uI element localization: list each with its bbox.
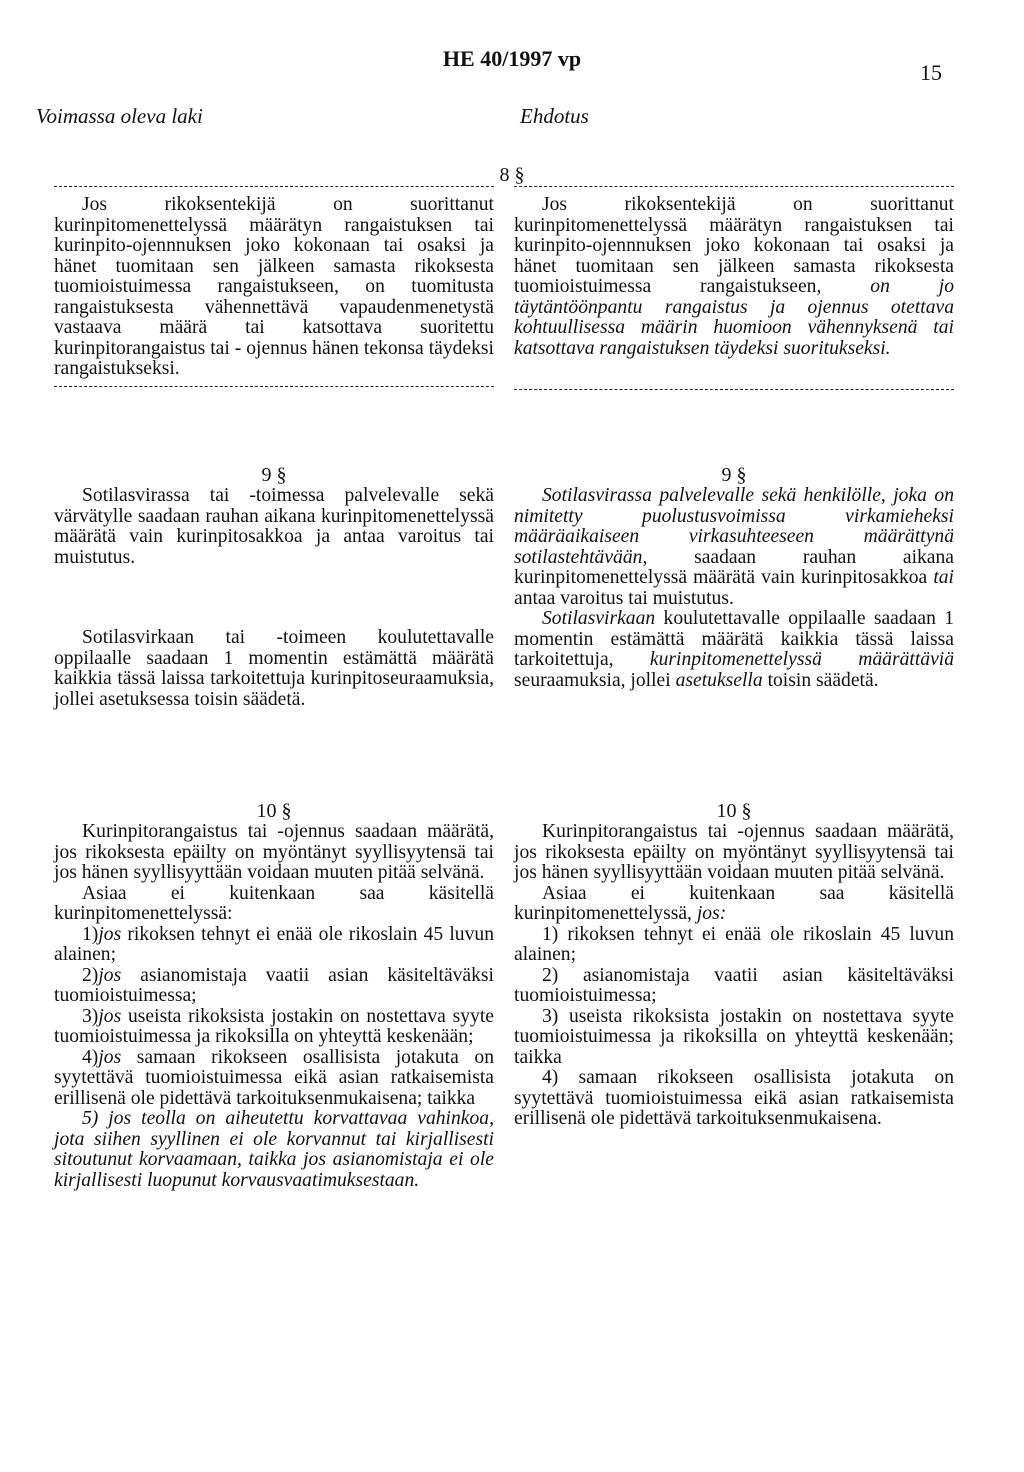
left-item-number: 4)	[82, 1046, 99, 1068]
left-item-text: samaan rikokseen osallisista jotakuta on syytettävä tuomioistuimessa eikä asian ratkaisemista erillisenä ole pidettävä tarkoituksenmukaisena; taikka	[54, 1046, 494, 1109]
left-item-number: 2)	[82, 964, 99, 986]
right-s10-p2-jos: jos:	[696, 903, 727, 924]
section-8-heading: 8 §	[499, 164, 525, 186]
left-s9-p2: Sotilasvirkaan tai -toimeen koulutettavalle oppilaalle saadaan 1 momentin estämättä määrätä kaikkia tässä laissa tarkoitettuja kurinpitoseuraamuksia, jollei asetuksessa toisin säädetä.	[54, 627, 494, 710]
left-section-8	[54, 180, 494, 395]
right-item: 2) asianomistaja vaatii asian käsiteltäväksi tuomioistuimessa;	[514, 964, 954, 1006]
right-s9-p2-c: toisin säädetä.	[762, 669, 879, 691]
right-column-heading: Ehdotus	[520, 104, 589, 128]
right-section-10	[514, 800, 954, 1130]
right-s9-p1	[514, 486, 954, 609]
right-s9-p2	[514, 609, 954, 691]
right-item: 4) samaan rikokseen osallisista jotakuta on syytettävä tuomioistuimessa eikä asian ratkaisemista erillisenä ole pidettävä tarkoituksenmukaisena.	[514, 1067, 954, 1129]
right-s9-p1-tai: tai	[933, 567, 954, 588]
right-items-list	[514, 925, 954, 1130]
left-item	[54, 925, 494, 966]
right-s10-p1: Kurinpitorangaistus tai -ojennus saadaan määrätä, jos rikoksesta epäilty on myöntänyt syyllisyytensä tai jos hänen syyllisyyttään voidaan muuten pitää selvänä.	[514, 821, 954, 883]
left-item-text: useista rikoksista jostakin on nostettava syyte tuomioistuimessa ja rikoksilla on yhteyttä keskenään;	[54, 1005, 494, 1047]
omission-divider	[514, 389, 954, 390]
left-item	[54, 966, 494, 1007]
right-item: 1) rikoksen tehnyt ei enää ole rikoslain 45 luvun alainen;	[514, 923, 954, 965]
left-item-jos: jos	[98, 923, 122, 945]
right-item: 3) useista rikoksista jostakin on nostettava syyte tuomioistuimessa ja rikoksilla on yhteyttä keskenään; taikka	[514, 1005, 954, 1068]
omission-divider	[54, 186, 494, 187]
right-section-8	[514, 180, 954, 398]
right-s10-p2	[514, 884, 954, 925]
left-item	[54, 1048, 494, 1110]
left-item-text: rikoksen tehnyt ei enää ole rikoslain 45 luvun alainen;	[54, 923, 494, 965]
left-s10-heading: 10 §	[256, 800, 292, 822]
right-s9-p1-italic: Sotilasvirassa palvelevalle sekä henkilölle, joka on nimitetty puolustusvoimissa virkamieheksi määräaikaiseen virkasuhteeseen määrättynä sotilastehtävään,	[514, 485, 954, 568]
right-s9-p2-italic2: kurinpitomenettelyssä määrättäviä	[649, 649, 955, 670]
left-section-9	[54, 464, 494, 710]
right-s9-p2-b: seuraamuksia, jollei	[514, 669, 676, 691]
left-item-number: 1)	[82, 923, 99, 945]
left-column-heading: Voimassa oleva laki	[36, 104, 203, 128]
right-s9-heading: 9 §	[721, 464, 747, 486]
right-s8-text-b: on jo täytäntöönpantu rangaistus ja ojennus otettava kohtuullisessa määrin huomioon vähennyksenä tai katsottava rangaistuksen täydeksi suoritukseksi.	[514, 276, 954, 359]
left-item	[54, 1007, 494, 1048]
right-s9-p2-italic: Sotilasvirkaan	[542, 608, 656, 629]
left-item-jos: jos	[98, 1046, 122, 1068]
left-s8-paragraph: Jos rikoksentekijä on suorittanut kurinpitomenettelyssä määrätyn rangaistuksen tai kurinpito-ojennnuksen joko kokonaan tai osaksi ja hänet tuomitaan sen jälkeen samasta rikoksesta tuomioistuimessa rangaistukseen, on tuomitusta rangaistuksesta vähennettävä vapaudenmenetystä vastaava määrä tai katsottava suoritettu kurinpitorangaistus tai - ojennus hänen tekonsa täydeksi rangaistukseksi.	[54, 194, 494, 379]
page-number: 15	[920, 60, 942, 85]
right-s10-p2-a: Asiaa ei kuitenkaan saa käsitellä kurinpitomenettelyssä,	[514, 882, 954, 924]
left-s10-p2: Asiaa ei kuitenkaan saa käsitellä kurinpitomenettelyssä:	[54, 882, 494, 924]
left-s9-heading: 9 §	[261, 464, 287, 486]
omission-divider	[514, 186, 954, 187]
document-header: HE 40/1997 vp	[442, 46, 582, 71]
left-item-jos: jos	[98, 1005, 122, 1027]
right-s9-p2-a: koulutettavalle oppilaalle saadaan 1 momentin estämättä määrätä kaikkia tässä laissa tarkoitettuja,	[514, 608, 954, 670]
right-s8-text-a: Jos rikoksentekijä on suorittanut kurinpitomenettelyssä määrätyn rangaistuksen tai kurinpito-ojennnuksen joko kokonaan tai osaksi ja hänet tuomitaan sen jälkeen samasta rikoksesta tuomioistuimessa rangaistukseen,	[514, 194, 954, 297]
left-s9-p1: Sotilasvirassa tai -toimessa palvelevalle sekä värvätylle saadaan rauhan aikana kurinpitomenettelyssä määrätä vain kurinpitosakkoa ja antaa varoitus tai muistutus.	[54, 485, 494, 568]
left-s10-p1: Kurinpitorangaistus tai -ojennus saadaan määrätä, jos rikoksesta epäilty on myöntänyt syyllisyytensä tai jos hänen syyllisyyttään voidaan muuten pitää selvänä.	[54, 821, 494, 883]
right-s9-p1-a: saadaan rauhan aikana kurinpitomenettelyssä määrätä vain kurinpitosakkoa	[514, 546, 954, 588]
left-item-text: asianomistaja vaatii asian käsiteltäväksi tuomioistuimessa;	[54, 964, 494, 1006]
omission-divider	[54, 386, 494, 387]
left-item-5: 5) jos teolla on aiheutettu korvattavaa vahinkoa, jota siihen syyllinen ei ole korvannut tai kirjallisesti sitoutunut korvaamaan, taikka jos asianomistaja ei ole kirjallisesti luopunut korvausvaatimuksestaan.	[54, 1108, 494, 1191]
right-section-9	[514, 464, 954, 691]
right-s10-heading: 10 §	[716, 800, 752, 822]
right-s8-paragraph	[514, 195, 954, 359]
right-s9-p2-italic3: asetuksella	[675, 669, 763, 691]
left-items-list	[54, 925, 494, 1110]
left-section-10	[54, 800, 494, 1191]
right-s9-p1-b: antaa varoitus tai muistutus.	[514, 587, 734, 609]
left-item-jos: jos	[98, 964, 122, 986]
left-item-number: 3)	[82, 1005, 99, 1027]
